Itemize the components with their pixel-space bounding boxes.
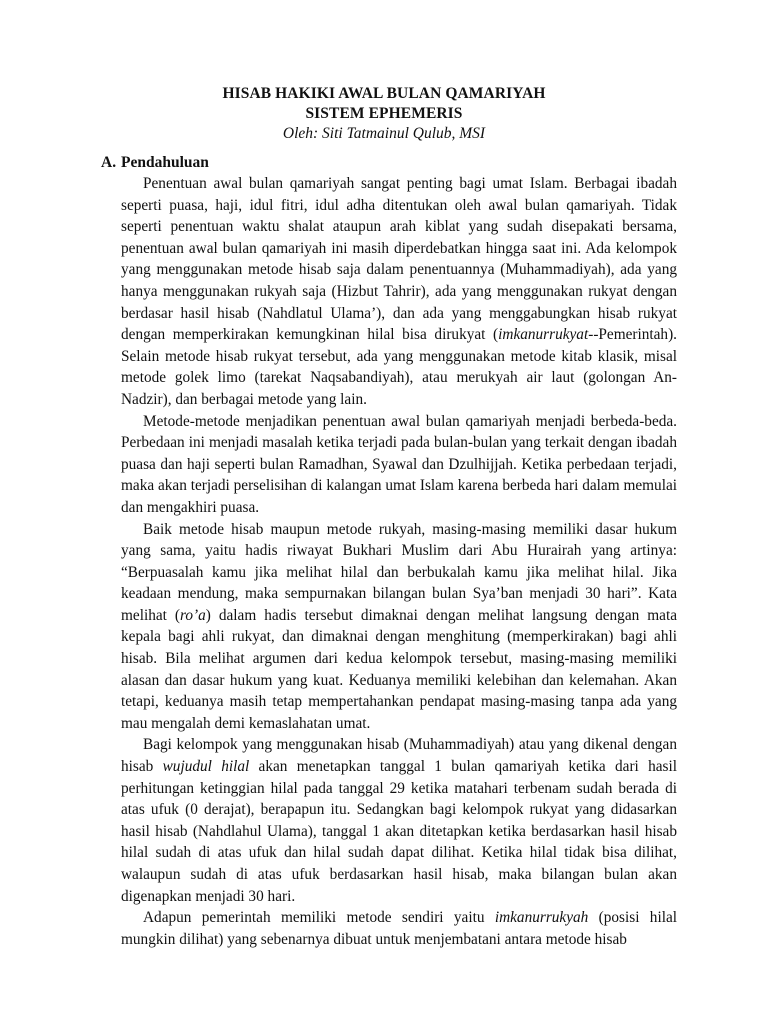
paragraph-text: Penentuan awal bulan qamariyah sangat penting bagi umat Islam. Berbagai ibadah seperti puasa, haji, idul fitri, idul adha ditentukan oleh awal bulan qamariyah. Tidak seperti penentuan waktu shalat ataupun arah kiblat yang sudah disepakati bersama, penentuan awal bulan qamariyah ini masih diperdebatkan hingga saat ini. Ada kelompok yang menggunakan metode hisab saja dalam penentuannya (Muhammadiyah), ada yang hanya menggunakan rukyah saja (Hizbut Tahrir), ada yang menggunakan rukyat dengan berdasar hasil hisab (Nahdlatul Ulama’), dan ada yang menggabungkan hisab rukyat dengan memperkirakan kemungkinan hilal bisa dirukyat ( — [121, 175, 677, 344]
document-subtitle: SISTEM EPHEMERIS — [305, 105, 463, 122]
paragraph-4 — [121, 734, 677, 907]
paragraph-text: akan menetapkan tanggal 1 bulan qamariyah ketika dari hasil perhitungan ketinggian hilal pada tanggal 29 ketika matahari terbenam sudah berada di atas ufuk (0 derajat), berapapun itu. Sedangkan bagi kelompok rukyat yang didasarkan hasil hisab (Nahdlahul Ulama), tanggal 1 akan ditetapkan ketika berdasarkan hasil hisab hilal sudah di atas ufuk dan hilal sudah dapat dilihat. Ketika hilal tidak bisa dilihat, walaupun sudah di atas ufuk berdasarkan hasil hisab, maka bilangan bulan akan digenapkan menjadi 30 hari. — [121, 758, 677, 905]
italic-term: imkanurrukyat — [498, 326, 589, 344]
paragraph-text: --Pemerintah). Selain metode hisab rukyat tersebut, ada yang menggunakan metode kitab klasik, misal metode golek limo (tarekat Naqsabandiyah), atau merukyah air laut (golongan An-Nadzir), dan berbagai metode yang lain. — [121, 326, 677, 408]
paragraph-text: Adapun pemerintah memiliki metode sendiri yaitu — [143, 909, 495, 927]
italic-term: wujudul hilal — [162, 758, 250, 776]
italic-term: ro’a — [179, 606, 206, 624]
paragraph-text: ) dalam hadis tersebut dimaknai dengan melihat langsung dengan mata kepala bagi ahli rukyat, dan dimaknai dengan menghitung (memperkirakan) bagi ahli hisab. Bila melihat argumen dari kedua kelompok tersebut, masing-masing memiliki alasan dan dasar hukum yang kuat. Keduanya memiliki kelebihan dan kelemahan. Akan tetapi, keduanya masih tetap mempertahankan pendapat masing-masing tanpa ada yang mau mengalah demi kemaslahatan umat. — [121, 606, 677, 732]
paragraph-text: Baik metode hisab maupun metode rukyah, masing-masing memiliki dasar hukum yang sama, yaitu hadis riwayat Bukhari Muslim dari Abu Hurairah yang artinya: “Berpuasalah kamu jika melihat hilal dan berbukalah kamu jika melihat hilal. Jika keadaan mendung, maka sempurnakan bilangan bulan Sya’ban menjadi 30 hari”. Kata melihat ( — [121, 520, 677, 624]
paragraph-2 — [121, 411, 677, 519]
paragraph-5 — [121, 907, 677, 950]
paragraph-text: Metode-metode menjadikan penentuan awal bulan qamariyah menjadi berbeda-beda. Perbedaan ini menjadi masalah ketika terjadi pada bulan-bulan yang terkait dengan ibadah puasa dan haji seperti bulan Ramadhan, Syawal dan Dzulhijjah. Ketika perbedaan terjadi, maka akan terjadi perselisihan di kalangan umat Islam karena berbeda hari dalam memulai dan mengakhiri puasa. — [121, 412, 677, 516]
document-author: Oleh: Siti Tatmainul Qulub, MSI — [282, 125, 486, 142]
italic-term: imkanurrukyah — [494, 909, 589, 927]
paragraph-3 — [121, 519, 677, 735]
paragraph-text: Bagi kelompok yang menggunakan hisab (Muhammadiyah) atau yang dikenal dengan hisab — [121, 736, 677, 776]
document-body — [101, 152, 677, 950]
paragraph-1 — [121, 173, 677, 411]
section-number: A. — [101, 154, 117, 171]
document-title: HISAB HAKIKI AWAL BULAN QAMARIYAH — [222, 85, 546, 102]
section-heading — [101, 152, 677, 173]
section-title: Pendahuluan — [121, 154, 209, 171]
paragraph-text: (posisi hilal mungkin dilihat) yang sebenarnya dibuat untuk menjembatani antara metode hisab — [121, 909, 677, 948]
document-header — [0, 84, 768, 144]
